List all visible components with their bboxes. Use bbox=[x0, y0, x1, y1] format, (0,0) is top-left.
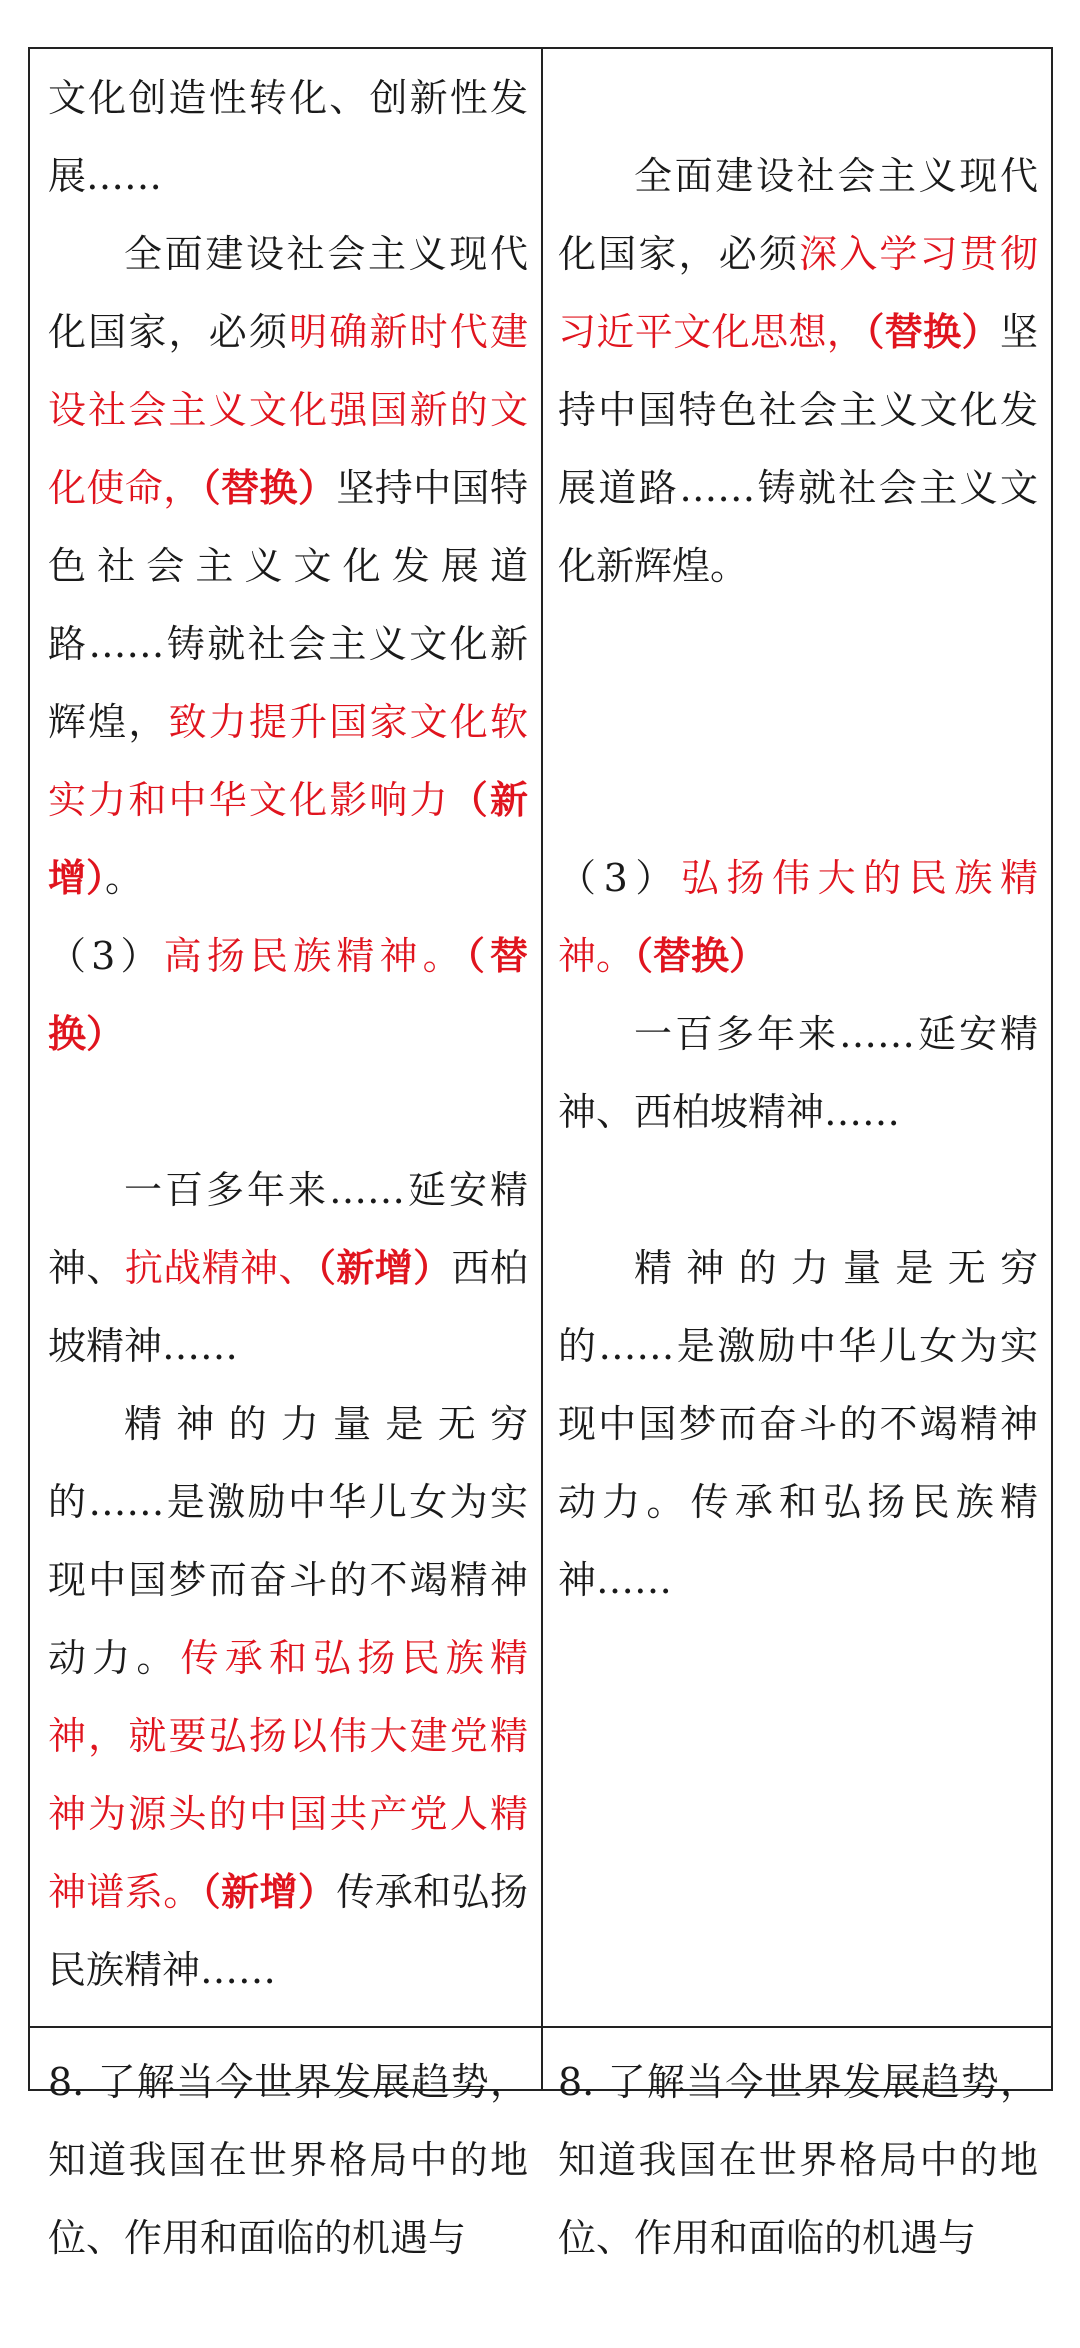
right-p2: 全面建设社会主义现代化国家，必须深入学习贯彻习近平文化思想，（替换）坚持中国特色社会主义文化发展道路……铸就社会主义文化新辉煌。 bbox=[558, 154, 1038, 588]
replace-tag: （替换） bbox=[634, 933, 768, 978]
replace-tag: （替换） bbox=[48, 933, 528, 1056]
left-p4-highlight: 抗战精神、 bbox=[124, 1246, 317, 1290]
right-p3-heading: 弘扬伟大的民族精神。 bbox=[558, 856, 1038, 978]
right-p5: 精神的力量是无穷的……是激励中华儿女为实现中国梦而奋斗的不竭精神动力。传承和弘扬民族精神…… bbox=[558, 1246, 1038, 1602]
left-p2: 全面建设社会主义现代化国家，必须明确新时代建设社会主义文化强国新的文化使命，（替换）坚持中国特色社会主义文化发展道路……铸就社会主义文化新辉煌，致力提升国家文化软实力和中华文化影响力（新增）。 bbox=[48, 232, 528, 900]
left-p4: 一百多年来……延安精神、抗战精神、（新增）西柏坡精神…… bbox=[48, 1168, 528, 1368]
right-cell-row1 bbox=[558, 59, 1038, 1619]
right-p2-highlight: 深入学习贯彻习近平文化思想， bbox=[558, 232, 1038, 354]
replace-tag: （替换） bbox=[865, 309, 1000, 354]
new-tag: （新增） bbox=[316, 1245, 452, 1290]
right-p3: （3）弘扬伟大的民族精神。（替换） bbox=[558, 856, 1038, 978]
right-row2-text: 8. 了解当今世界发展趋势，知道我国在世界格局中的地位、作用和面临的机遇与 bbox=[558, 2060, 1038, 2260]
left-p2-highlight2: 致力提升国家文化软实力和中华文化影响力 bbox=[48, 700, 528, 822]
new-tag: （新增） bbox=[201, 1869, 337, 1914]
new-tag: （新增） bbox=[48, 777, 528, 900]
left-cell-row1 bbox=[48, 59, 528, 2009]
left-p1: 文化创造性转化、创新性发展…… bbox=[48, 76, 528, 198]
left-p5: 精神的力量是无穷的……是激励中华儿女为实现中国梦而奋斗的不竭精神动力。传承和弘扬民族精神，就要弘扬以伟大建党精神为源头的中国共产党人精神谱系。（新增）传承和弘扬民族精神…… bbox=[48, 1402, 528, 1992]
left-p2-highlight: 明确新时代建设社会主义文化强国新的文化使命， bbox=[48, 310, 528, 510]
left-p5-highlight: 传承和弘扬民族精神，就要弘扬以伟大建党精神为源头的中国共产党人精神谱系。 bbox=[48, 1636, 528, 1914]
row-divider bbox=[30, 2026, 1051, 2028]
left-cell-row2 bbox=[48, 2043, 528, 2277]
right-cell-row2 bbox=[558, 2043, 1038, 2277]
left-row2-text: 8. 了解当今世界发展趋势，知道我国在世界格局中的地位、作用和面临的机遇与 bbox=[48, 2060, 528, 2260]
column-divider bbox=[541, 49, 543, 2089]
left-p3-heading: 高扬民族精神。 bbox=[163, 934, 466, 978]
right-p4: 一百多年来……延安精神、西柏坡精神…… bbox=[558, 1012, 1038, 1134]
left-p3: （3）高扬民族精神。（替换） bbox=[48, 933, 528, 1056]
comparison-table bbox=[28, 47, 1053, 2260]
replace-tag: （替换） bbox=[201, 465, 337, 510]
